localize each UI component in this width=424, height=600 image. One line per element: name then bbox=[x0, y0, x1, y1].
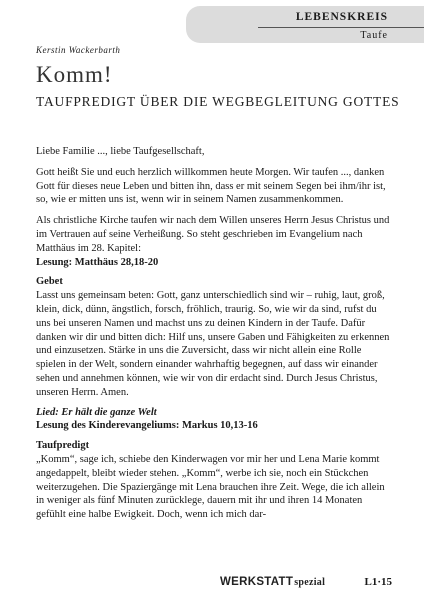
brand-logo bbox=[220, 576, 325, 588]
sermon-text: „Komm“, sage ich, schiebe den Kinderwagen vor mir her und Lena Marie kommt angedappelt, bleibt wieder stehen. „Komm“, werbe ich sie, noch ein Stückchen weiterzugehen. Die Spaziergänge mit Lena brauchen ihre Zeit. Wege, die ich allein in weniger als fünf Minuten zurücklege, dauern mit ihr und ihren 14 Monaten gefühlt eine halbe Ewigkeit. Doch, wenn ich mich dar- bbox=[36, 453, 385, 521]
children-reading-heading: Lesung des Kinderevangeliums: Markus 10,13-16 bbox=[36, 420, 258, 432]
page-footer bbox=[220, 576, 392, 592]
greeting-paragraph: Liebe Familie ..., liebe Taufgesellschaft, bbox=[36, 146, 205, 157]
page-number: L1·15 bbox=[364, 576, 392, 588]
section-divider bbox=[258, 27, 424, 28]
brand-suffix: spezial bbox=[294, 577, 326, 588]
welcome-paragraph: Gott heißt Sie und euch herzlich willkommen heute Morgen. Wir taufen ..., danken Gott für dieses neue Leben und bitten ihn, dass er mit seinem Segen bei ihm/ihr ist, so, wie er mitten uns ist, wenn wir in seinem Namen zusammenkommen. bbox=[36, 166, 386, 206]
section-title: LEBENSKREIS bbox=[295, 11, 388, 23]
article-body bbox=[36, 145, 392, 528]
sermon-heading: Taufpredigt bbox=[36, 440, 90, 452]
author-name: Kerstin Wackerbarth bbox=[36, 45, 121, 55]
prayer-text: Lasst uns gemeinsam beten: Gott, ganz unterschiedlich sind wir – ruhig, laut, groß, klein, dick, dünn, ängstlich, forsch, fröhlich, traurig. So, wie wir da sind, rufst du uns bei unseren Namen und machst uns zu deinen Kindern in der Taufe. Dafür danken wir dir und bitten dich: Hilf uns, unsere Gaben und Fähigkeiten zu erkennen und einzusetzen. Stärke in uns die Zuversicht, dass wir nicht allein eine Rolle spielen in der Welt, sondern einander wahrhaftig begegnen, auf dass wir einander sehen und annehmen können, wie wir von dir erdacht sind. Durch Jesus Christus, unseren Herrn. Amen. bbox=[36, 290, 390, 398]
intro-paragraph bbox=[36, 214, 392, 269]
song-section bbox=[36, 406, 392, 434]
reading-heading: Lesung: Matthäus 28,18-20 bbox=[36, 256, 159, 268]
section-topic: Taufe bbox=[360, 30, 388, 41]
prayer-heading: Gebet bbox=[36, 276, 63, 288]
brand-name: WERKSTATT bbox=[220, 576, 294, 588]
intro-text: Als christliche Kirche taufen wir nach dem Willen unseres Herrn Jesus Christus und im Vertrauen auf seine Verheißung. So steht geschrieben im Evangelium nach Matthäus im 28. Kapitel: bbox=[36, 215, 390, 254]
article-subtitle: TAUFPREDIGT ÜBER DIE WEGBEGLEITUNG GOTTES bbox=[36, 94, 400, 109]
song-heading: Lied: Er hält die ganze Welt bbox=[36, 406, 157, 418]
sermon-section bbox=[36, 439, 392, 522]
section-tab bbox=[186, 6, 424, 43]
prayer-section bbox=[36, 275, 392, 399]
article-title: Komm! bbox=[36, 62, 113, 87]
